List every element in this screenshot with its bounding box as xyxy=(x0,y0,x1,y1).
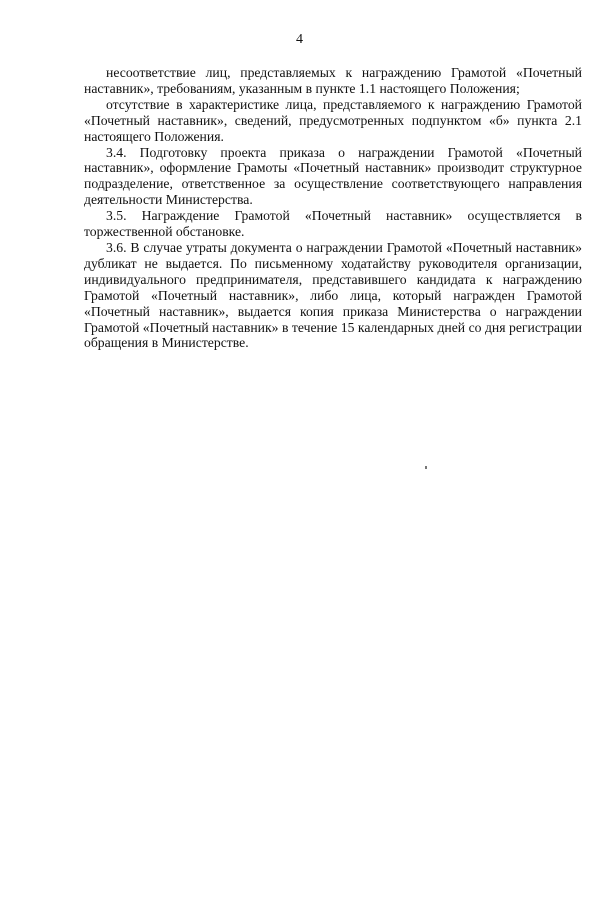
paragraph-3-4: 3.4. Подготовку проекта приказа о награждении Грамотой «Почетный наставник», оформление Грамоты «Почетный наставник» производит структурное подразделение, ответственное за осуществление соответствующего направления деятельности Министерства. xyxy=(84,144,582,208)
document-body xyxy=(84,65,582,351)
scan-speck xyxy=(425,466,427,469)
paragraph-3-6: 3.6. В случае утраты документа о награждении Грамотой «Почетный наставник» дубликат не выдается. По письменному ходатайству руководителя организации, индивидуального предпринимателя, представившего кандидата к награждению Грамотой «Почетный наставник», либо лица, который награжден Грамотой «Почетный наставник», выдается копия приказа Министерства о награждении Грамотой «Почетный наставник» в течение 15 календарных дней со дня регистрации обращения в Министерстве. xyxy=(84,239,582,351)
paragraph-3-5: 3.5. Награждение Грамотой «Почетный наставник» осуществляется в торжественной обстановке. xyxy=(84,208,582,240)
page-number: 4 xyxy=(296,32,303,47)
paragraph-nonconformity: несоответствие лиц, представляемых к награждению Грамотой «Почетный наставник», требованиям, указанным в пункте 1.1 настоящего Положения; xyxy=(84,65,582,96)
paragraph-missing-info: отсутствие в характеристике лица, представляемого к награждению Грамотой «Почетный наставник», сведений, предусмотренных подпунктом «б» пункта 2.1 настоящего Положения. xyxy=(84,96,582,144)
